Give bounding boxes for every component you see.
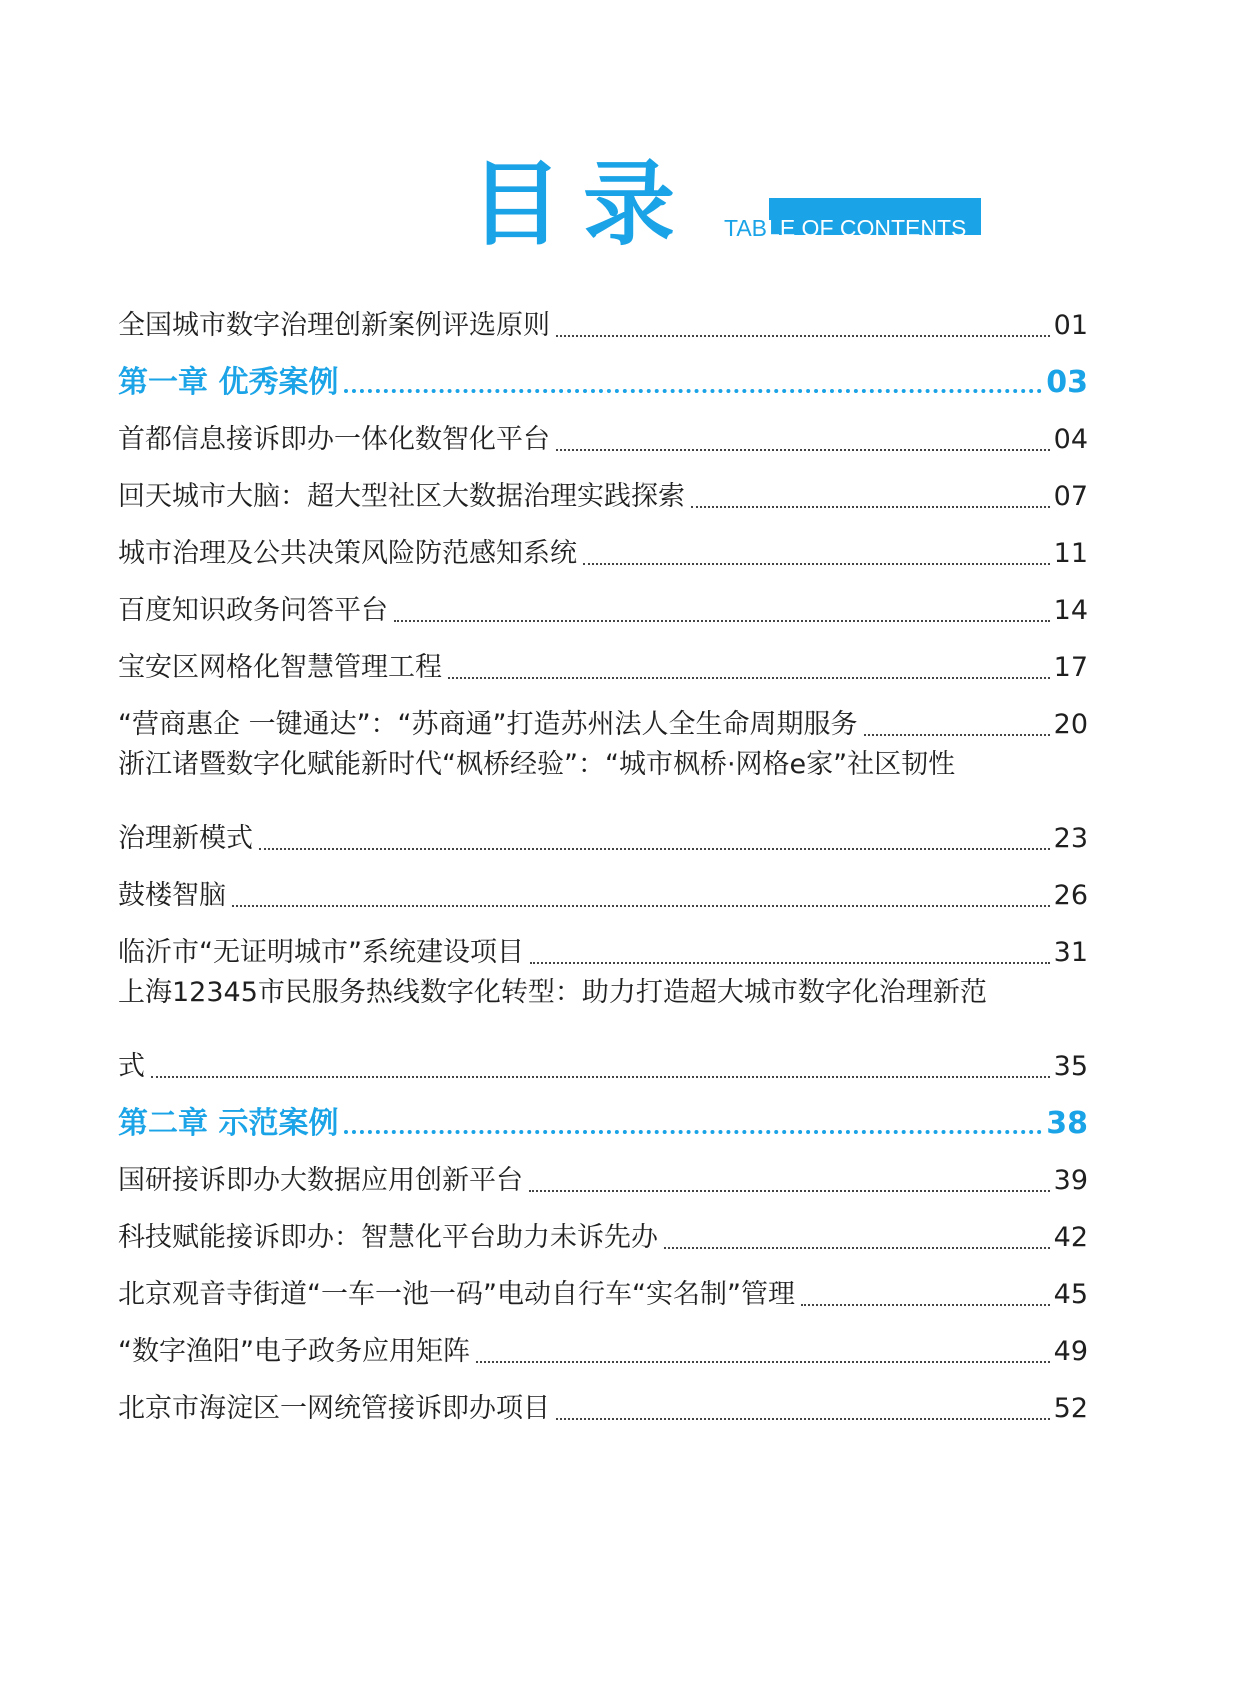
toc-entry[interactable] [118, 631, 1088, 688]
toc-entry[interactable] [118, 460, 1088, 517]
dot-leader [151, 1076, 1050, 1078]
page-subtitle [724, 208, 966, 248]
subtitle-prefix: TAB [724, 215, 768, 241]
page-number: 23 [1053, 823, 1088, 854]
dot-leader [394, 620, 1050, 622]
page-number: 45 [1053, 1279, 1088, 1310]
page-number: 31 [1053, 937, 1088, 968]
toc-entry-title: 百度知识政务问答平台 [118, 595, 388, 626]
page-heading [0, 150, 1233, 260]
page-number: 04 [1053, 424, 1088, 455]
toc-entry-title: “数字渔阳”电子政务应用矩阵 [118, 1336, 470, 1367]
toc-chapter[interactable] [118, 346, 1088, 403]
toc-entry[interactable] [118, 1258, 1088, 1315]
toc-entry[interactable] [118, 517, 1088, 574]
page-number: 35 [1053, 1051, 1088, 1082]
dot-leader [448, 677, 1050, 679]
chapter-title: 第二章 示范案例 [118, 1106, 339, 1141]
page-number: 39 [1053, 1165, 1088, 1196]
page-number: 01 [1053, 310, 1088, 341]
page-number: 11 [1053, 538, 1088, 569]
toc-entry-title: 治理新模式 [118, 823, 253, 854]
toc-entry-title: 回天城市大脑：超大型社区大数据治理实践探索 [118, 481, 685, 512]
page-number: 07 [1053, 481, 1088, 512]
dot-leader [556, 1418, 1050, 1420]
page-number: 17 [1053, 652, 1088, 683]
toc-entry[interactable] [118, 1144, 1088, 1201]
page-number: 20 [1053, 709, 1088, 740]
dot-leader [530, 962, 1050, 964]
page-number: 26 [1053, 880, 1088, 911]
dot-leader [529, 1190, 1050, 1192]
toc-entry-title: 宝安区网格化智慧管理工程 [118, 652, 442, 683]
dot-leader [259, 848, 1050, 850]
toc-entry-title: 式 [118, 1051, 145, 1082]
toc-entry-title-line1: 上海12345市民服务热线数字化转型：助力打造超大城市数字化治理新范 [118, 977, 987, 1008]
toc-entry[interactable] [118, 916, 1088, 973]
dot-leader [664, 1247, 1050, 1249]
toc-entry[interactable] [118, 1315, 1088, 1372]
toc-entry-title: 全国城市数字治理创新案例评选原则 [118, 310, 550, 341]
page-title-char-2: 录 [583, 151, 676, 258]
toc-entry-title: 城市治理及公共决策风险防范感知系统 [118, 538, 577, 569]
toc-entry-line[interactable] [118, 745, 1088, 802]
toc-entry-title: 北京市海淀区一网统管接诉即办项目 [118, 1393, 550, 1424]
dot-leader [476, 1361, 1050, 1363]
chapter-title: 第一章 优秀案例 [118, 365, 339, 400]
toc-entry-title: “营商惠企 一键通达”：“苏商通”打造苏州法人全生命周期服务 [118, 709, 858, 740]
page-number: 14 [1053, 595, 1088, 626]
subtitle-highlight: LE OF CONTENTS [767, 215, 967, 241]
toc-entry[interactable] [118, 1372, 1088, 1429]
table-of-contents [118, 306, 1088, 1429]
toc-entry[interactable] [118, 574, 1088, 631]
toc-chapter[interactable] [118, 1087, 1088, 1144]
page-number: 49 [1053, 1336, 1088, 1367]
page-title-char-1: 目 [470, 151, 563, 258]
toc-entry[interactable] [118, 1201, 1088, 1258]
dot-leader [232, 905, 1050, 907]
page-number: 52 [1053, 1393, 1088, 1424]
toc-entry-title: 北京观音寺街道“一车一池一码”电动自行车“实名制”管理 [118, 1279, 795, 1310]
dot-leader [344, 1130, 1042, 1134]
toc-entry-title: 临沂市“无证明城市”系统建设项目 [118, 937, 524, 968]
toc-entry[interactable] [118, 859, 1088, 916]
toc-entry-title: 首都信息接诉即办一体化数智化平台 [118, 424, 550, 455]
toc-entry[interactable] [118, 403, 1088, 460]
toc-entry[interactable] [118, 306, 1088, 346]
dot-leader [556, 335, 1050, 337]
dot-leader [801, 1304, 1050, 1306]
page-number: 42 [1053, 1222, 1088, 1253]
dot-leader [556, 449, 1050, 451]
dot-leader [344, 389, 1042, 393]
dot-leader [691, 506, 1050, 508]
toc-entry-title: 鼓楼智脑 [118, 880, 226, 911]
toc-entry-line[interactable] [118, 973, 1088, 1030]
page-number: 38 [1046, 1106, 1088, 1141]
toc-entry-title-line1: 浙江诸暨数字化赋能新时代“枫桥经验”：“城市枫桥·网格e家”社区韧性 [118, 749, 956, 780]
toc-entry-title: 国研接诉即办大数据应用创新平台 [118, 1165, 523, 1196]
dot-leader [864, 734, 1050, 736]
toc-entry-title: 科技赋能接诉即办：智慧化平台助力未诉先办 [118, 1222, 658, 1253]
toc-entry[interactable] [118, 802, 1088, 859]
dot-leader [583, 563, 1050, 565]
page-number: 03 [1046, 365, 1088, 400]
toc-entry[interactable] [118, 688, 1088, 745]
toc-entry[interactable] [118, 1030, 1088, 1087]
